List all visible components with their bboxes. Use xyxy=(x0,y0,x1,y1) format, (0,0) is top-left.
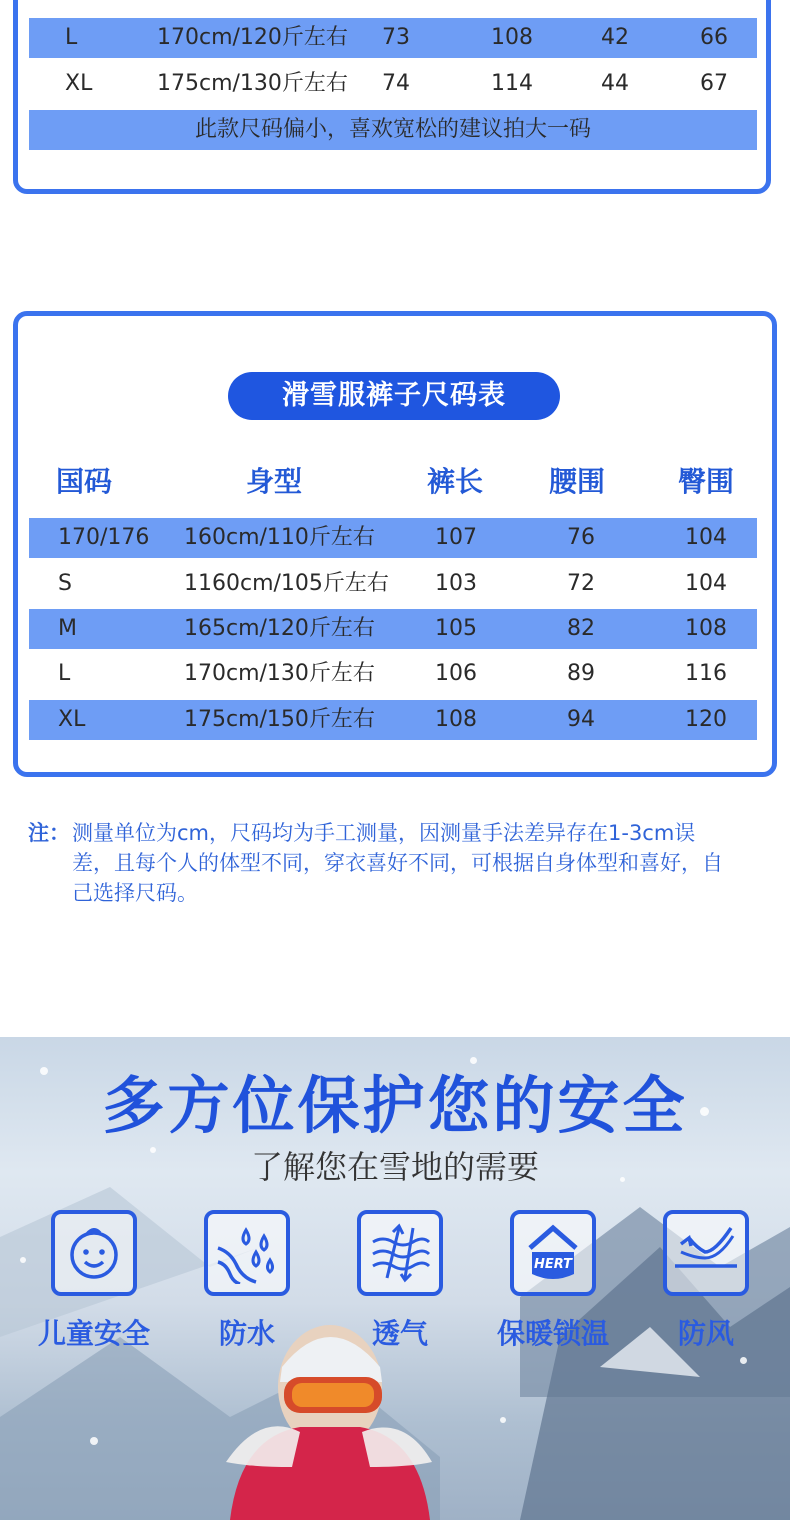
header-length: 裤长 xyxy=(427,465,484,498)
body-cell: 1160cm/105斤左右 xyxy=(184,571,389,596)
baby-face-icon xyxy=(51,1210,137,1296)
size-cell: M xyxy=(58,616,77,641)
waist-cell: 94 xyxy=(567,707,595,732)
feature-label-child-safety: 儿童安全 xyxy=(37,1317,150,1350)
value-cell: 66 xyxy=(700,25,728,50)
hip-cell: 120 xyxy=(685,707,727,732)
pants-table-title: 滑雪服裤子尺码表 xyxy=(228,372,560,420)
value-cell: 44 xyxy=(601,71,629,96)
water-drops-icon xyxy=(204,1210,290,1296)
value-cell: 42 xyxy=(601,25,629,50)
feature-label-warmth: 保暖锁温 xyxy=(496,1317,609,1350)
table-row xyxy=(29,654,757,694)
waist-cell: 82 xyxy=(567,616,595,641)
table-row xyxy=(29,18,757,58)
value-cell: 74 xyxy=(382,71,410,96)
table-row xyxy=(29,64,757,104)
waist-cell: 76 xyxy=(567,525,595,550)
size-cell: XL xyxy=(58,707,86,732)
table-row xyxy=(29,700,757,740)
wind-arrow-icon xyxy=(663,1210,749,1296)
header-waist: 腰围 xyxy=(549,465,606,498)
size-cell: S xyxy=(58,571,72,596)
table-row xyxy=(29,564,757,604)
body-cell: 175cm/150斤左右 xyxy=(184,707,375,732)
value-cell: 73 xyxy=(382,25,410,50)
header-size: 国码 xyxy=(56,465,113,498)
length-cell: 103 xyxy=(435,571,477,596)
size-cell: 170/176 xyxy=(58,525,150,550)
body-cell: 170cm/130斤左右 xyxy=(184,661,375,686)
header-hip: 臀围 xyxy=(678,465,735,498)
size-cell: XL xyxy=(65,71,93,96)
table-row xyxy=(29,518,757,558)
hert-warmth-icon xyxy=(510,1210,596,1296)
length-cell: 107 xyxy=(435,525,477,550)
table-row xyxy=(29,609,757,649)
waist-cell: 72 xyxy=(567,571,595,596)
feature-label-waterproof: 防水 xyxy=(218,1317,275,1350)
hip-cell: 104 xyxy=(685,571,727,596)
note-text: 测量单位为cm，尺码均为手工测量，因测量手法差异存在1-3cm误差，且每个人的体型不同，穿衣喜好不同，可根据自身体型和喜好，自己选择尺码。 xyxy=(72,821,723,905)
hip-cell: 104 xyxy=(685,525,727,550)
waist-cell: 89 xyxy=(567,661,595,686)
header-body: 身型 xyxy=(246,465,303,498)
size-advice-note: 此款尺码偏小，喜欢宽松的建议拍大一码 xyxy=(29,110,757,150)
body-cell: 160cm/110斤左右 xyxy=(184,525,375,550)
value-cell: 108 xyxy=(491,25,533,50)
hero-title: 多方位保护您的安全 xyxy=(102,1069,688,1142)
length-cell: 106 xyxy=(435,661,477,686)
note-mark: 注： xyxy=(28,821,70,845)
length-cell: 108 xyxy=(435,707,477,732)
feature-label-breathable: 透气 xyxy=(371,1317,428,1350)
breathable-arrows-icon xyxy=(357,1210,443,1296)
hip-cell: 116 xyxy=(685,661,727,686)
size-cell: L xyxy=(65,25,78,50)
body-cell: 170cm/120斤左右 xyxy=(157,25,348,50)
body-cell: 175cm/130斤左右 xyxy=(157,71,348,96)
body-cell: 165cm/120斤左右 xyxy=(184,616,375,641)
hip-cell: 108 xyxy=(685,616,727,641)
value-cell: 67 xyxy=(700,71,728,96)
hert-label: HERT xyxy=(533,1257,573,1272)
hero-subtitle: 了解您在雪地的需要 xyxy=(250,1148,539,1186)
size-cell: L xyxy=(58,661,71,686)
length-cell: 105 xyxy=(435,616,477,641)
value-cell: 114 xyxy=(491,71,533,96)
feature-label-windproof: 防风 xyxy=(677,1317,734,1350)
